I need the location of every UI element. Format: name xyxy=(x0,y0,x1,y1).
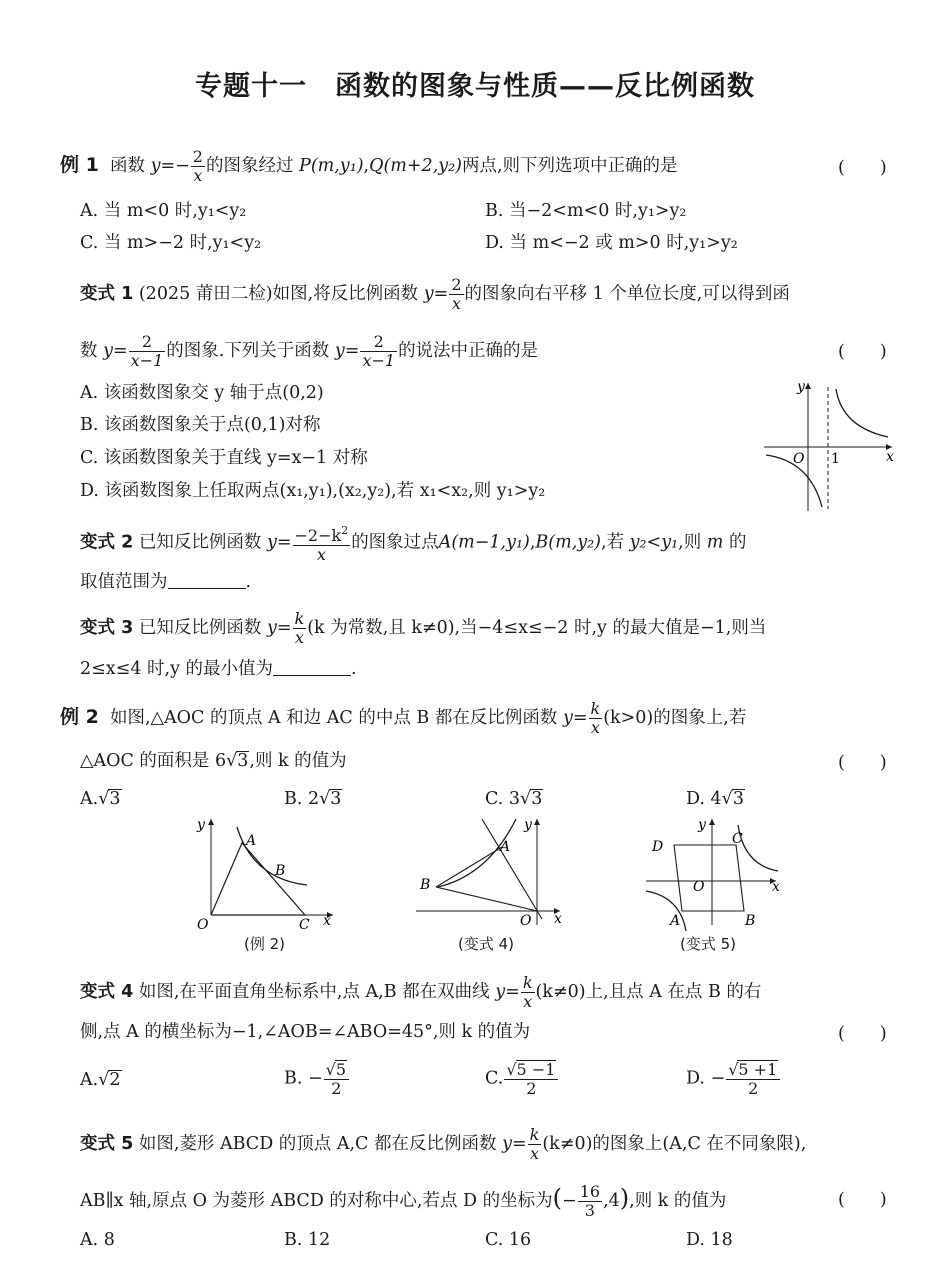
answer-paren: ( ) xyxy=(838,753,887,773)
ex2-option-b: B. 2√3 xyxy=(284,789,342,809)
v4-option-a: A.√2 xyxy=(80,1070,121,1090)
svg-text:x: x xyxy=(554,911,562,927)
v2-label: 变式 2 xyxy=(80,532,134,553)
v1-stem-1: 变式 1 (2025 莆田二检)如图,将反比例函数 y= $\frac{2}{x}$ 的图象向右平移 1 个单位长度,可以得到函 xyxy=(80,275,790,313)
ex2-figure xyxy=(195,815,345,935)
label-origin: O xyxy=(793,451,805,467)
caption-ex2: (例 2) xyxy=(244,935,286,953)
svg-text:y: y xyxy=(524,817,532,833)
v5-option-c: C. 16 xyxy=(485,1230,532,1250)
v4-option-c: C. $\frac{√5 -1}{2}$ xyxy=(485,1060,559,1098)
caption-v5: (变式 5) xyxy=(680,935,737,953)
hyperbola-branch-right xyxy=(836,389,888,437)
fraction: $\frac{16}{3}$ xyxy=(579,1182,601,1220)
fraction: $\frac{k}{x}$ xyxy=(522,973,533,1011)
fraction: $\frac{k}{x}$ xyxy=(529,1125,540,1163)
svg-text:B: B xyxy=(275,863,286,879)
v1-option-d: D. 该函数图象上任取两点(x₁,y₁),(x₂,y₂),若 x₁<x₂,则 y₁>y₂ xyxy=(80,481,546,501)
rhombus-abcd xyxy=(674,845,744,911)
v4-stem-1: 变式 4 如图,在平面直角坐标系中,点 A,B 都在双曲线 y= $\frac{k}{x}$ (k≠0)上,且点 A 在点 B 的右 xyxy=(80,973,762,1011)
v4-stem-2: 侧,点 A 的横坐标为−1,∠AOB=∠ABO=45°,则 k 的值为 xyxy=(80,1022,531,1042)
svg-text:O: O xyxy=(520,913,532,929)
svg-text:x: x xyxy=(323,913,331,929)
triangle-aoc xyxy=(211,843,305,915)
v5-option-a: A. 8 xyxy=(80,1230,115,1250)
fraction: $\frac{2}{x}$ xyxy=(451,275,462,313)
ex2-stem-2: △AOC 的面积是 6√3,则 k 的值为 xyxy=(80,751,347,771)
svg-text:x: x xyxy=(772,879,780,895)
answer-paren: ( ) xyxy=(838,158,887,178)
v5-label: 变式 5 xyxy=(80,1134,134,1154)
v3-stem-2: 2≤x≤4 时,y 的最小值为 . xyxy=(80,659,357,679)
svg-text:C: C xyxy=(299,917,310,933)
ex1-stem: 例 1 函数 y=− $\frac{2}{x}$ 的图象经过 P(m,y₁),Q(m+2,y₂)两点,则下列选项中正确的是 xyxy=(60,147,678,185)
svg-text:A: A xyxy=(670,913,681,929)
fraction: $\frac{2}{x}$ xyxy=(192,147,203,185)
fraction: $\frac{-2-k^2}{x}$ xyxy=(294,524,349,564)
v5-figure xyxy=(640,815,790,935)
fraction: $\frac{k}{x}$ xyxy=(294,609,305,647)
v5-stem-2: AB∥x 轴,原点 O 为菱形 ABCD 的对称中心,若点 D 的坐标为(− $\frac{16}{3}$ ,4),则 k 的值为 xyxy=(80,1182,727,1220)
fraction: $\frac{k}{x}$ xyxy=(590,699,601,737)
svg-text:O: O xyxy=(197,917,209,933)
ex2-option-c: C. 3√3 xyxy=(485,789,543,809)
svg-text:y: y xyxy=(197,817,205,833)
v1-stem-2: 数 y= $\frac{2}{x-1}$ 的图象.下列关于函数 y= $\frac{2}{x-1}$ 的说法中正确的是 xyxy=(80,332,539,370)
v4-figure xyxy=(412,815,572,935)
svg-text:y: y xyxy=(698,817,706,833)
v4-option-b: B. − $\frac{√5}{2}$ xyxy=(284,1060,350,1098)
fraction: $\frac{2}{x-1}$ xyxy=(362,332,396,370)
ex1-option-d: D. 当 m<−2 或 m>0 时,y₁>y₂ xyxy=(485,233,738,253)
svg-text:A: A xyxy=(246,833,257,849)
svg-text:C: C xyxy=(732,831,743,847)
svg-text:D: D xyxy=(652,839,664,855)
sqrt-sign: √ xyxy=(226,751,238,771)
answer-blank xyxy=(168,572,246,589)
caption-v4: (变式 4) xyxy=(458,935,515,953)
label-y: y xyxy=(797,379,805,395)
v5-option-b: B. 12 xyxy=(284,1230,331,1250)
answer-paren: ( ) xyxy=(838,1190,887,1210)
svg-text:B: B xyxy=(420,877,431,893)
line-bo xyxy=(436,887,537,911)
v5-stem-1: 变式 5 如图,菱形 ABCD 的顶点 A,C 都在反比例函数 y= $\frac{k}{x}$ (k≠0)的图象上(A,C 在不同象限), xyxy=(80,1125,807,1163)
hyperbola-branch-right xyxy=(738,825,778,871)
ex1-option-c: C. 当 m>−2 时,y₁<y₂ xyxy=(80,233,262,253)
v1-option-c: C. 该函数图象关于直线 y=x−1 对称 xyxy=(80,448,368,468)
v1-label: 变式 1 xyxy=(80,284,134,304)
svg-text:O: O xyxy=(693,879,705,895)
v4-label: 变式 4 xyxy=(80,982,134,1002)
v2-stem-1: 变式 2 已知反比例函数 y= $\frac{-2-k^2}{x}$ 的图象过点A(m−1,y₁),B(m,y₂),若 y₂<y₁,则 m 的 xyxy=(80,524,747,564)
v5-option-d: D. 18 xyxy=(686,1230,733,1250)
answer-paren: ( ) xyxy=(838,342,887,362)
v4-option-d: D. − $\frac{√5 +1}{2}$ xyxy=(686,1060,781,1098)
label-x: x xyxy=(886,449,894,465)
ex1-option-a: A. 当 m<0 时,y₁<y₂ xyxy=(80,201,247,221)
v2-stem-2: 取值范围为 . xyxy=(80,572,252,592)
v3-label: 变式 3 xyxy=(80,618,134,638)
page-title: 专题十一 函数的图象与性质——反比例函数 xyxy=(195,71,755,102)
v1-option-b: B. 该函数图象关于点(0,1)对称 xyxy=(80,415,321,435)
ex2-stem-1: 例 2 如图,△AOC 的顶点 A 和边 AC 的中点 B 都在反比例函数 y= $\frac{k}{x}$ (k>0)的图象上,若 xyxy=(60,699,747,737)
fraction: $\frac{2}{x-1}$ xyxy=(130,332,164,370)
ex2-option-a: A.√3 xyxy=(80,789,121,809)
ex1-label: 例 1 xyxy=(60,154,99,176)
svg-text:B: B xyxy=(745,913,756,929)
v3-stem-1: 变式 3 已知反比例函数 y= $\frac{k}{x}$ (k 为常数,且 k≠0),当−4≤x≤−2 时,y 的最大值是−1,则当 xyxy=(80,609,767,647)
ex2-option-d: D. 4√3 xyxy=(686,789,744,809)
answer-blank xyxy=(273,659,351,676)
v1-option-a: A. 该函数图象交 y 轴于点(0,2) xyxy=(80,383,324,403)
line-ab xyxy=(436,847,502,887)
answer-paren: ( ) xyxy=(838,1024,887,1044)
v1-figure xyxy=(760,375,900,515)
label-one: 1 xyxy=(831,451,840,467)
line-ao xyxy=(482,819,542,919)
ex1-option-b: B. 当−2<m<0 时,y₁>y₂ xyxy=(485,201,687,221)
ex2-label: 例 2 xyxy=(60,706,99,728)
svg-text:A: A xyxy=(500,839,511,855)
